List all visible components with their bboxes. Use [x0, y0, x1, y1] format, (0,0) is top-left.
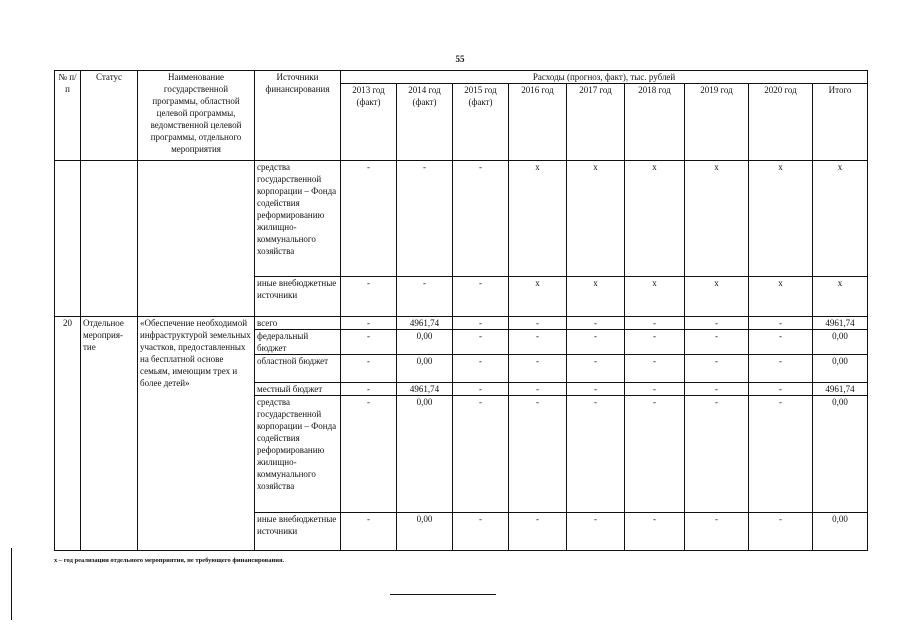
cell-value: -	[509, 330, 567, 355]
cell-value: -	[453, 277, 509, 317]
cell-value: -	[341, 330, 397, 355]
cell-value: -	[625, 513, 685, 551]
header-source: Источники финансирования	[255, 71, 341, 161]
header-year: 2019 год	[685, 84, 749, 161]
cell-value: -	[685, 330, 749, 355]
cell-value: 0,00	[397, 355, 453, 383]
margin-mark	[11, 548, 12, 620]
cell-source: средства государственной корпорации – Фонда содействия реформированию жилищно-коммунального хозяйства	[255, 396, 341, 513]
item-name: «Обеспечение необходимой инфраструктурой земельных участков, предоставленных на бесплатной основе семьям, имеющим трех и более детей»	[138, 317, 255, 551]
cell-source: всего	[255, 317, 341, 330]
cell-value: -	[453, 383, 509, 396]
cell-value: x	[567, 161, 625, 277]
cell-value: 4961,74	[397, 383, 453, 396]
cell-value: x	[813, 277, 868, 317]
cell-value: -	[509, 383, 567, 396]
cell-value: -	[567, 383, 625, 396]
cell-value: -	[453, 513, 509, 551]
table-row	[55, 317, 868, 330]
cell-value: -	[749, 317, 813, 330]
cell-value: 0,00	[397, 330, 453, 355]
header-expenses: Расходы (прогноз, факт), тыс. рублей	[341, 71, 868, 84]
cell-value: -	[567, 317, 625, 330]
cell-value: -	[685, 317, 749, 330]
cell-value: x	[813, 161, 868, 277]
cell-value: -	[453, 317, 509, 330]
cell-value: 0,00	[813, 396, 868, 513]
cell-value: -	[749, 383, 813, 396]
cell-value: -	[567, 330, 625, 355]
cell-value: -	[397, 277, 453, 317]
cell-value: -	[567, 513, 625, 551]
cell-value: -	[509, 355, 567, 383]
cell-value: 4961,74	[813, 383, 868, 396]
cell-value: -	[685, 513, 749, 551]
cell-value: -	[685, 383, 749, 396]
cell-value: -	[341, 396, 397, 513]
table-row	[55, 161, 868, 277]
cell-source: местный бюджет	[255, 383, 341, 396]
cell-value: 0,00	[813, 513, 868, 551]
cell-value: -	[625, 383, 685, 396]
cell-value: -	[749, 355, 813, 383]
cell-source: федеральный бюджет	[255, 330, 341, 355]
header-year: 2016 год	[509, 84, 567, 161]
item-num: 20	[55, 317, 81, 551]
header-row-1	[55, 71, 868, 84]
cell-value: -	[509, 513, 567, 551]
cell-value: x	[685, 277, 749, 317]
cell-source: иные внебюджетные источники	[255, 277, 341, 317]
header-year: 2020 год	[749, 84, 813, 161]
cell-value: -	[625, 330, 685, 355]
cell-value: x	[625, 161, 685, 277]
signature-line	[390, 594, 496, 595]
cell-value: -	[453, 161, 509, 277]
cell-value: -	[453, 396, 509, 513]
cell-value: -	[567, 355, 625, 383]
cell-value: -	[749, 396, 813, 513]
cell-value: -	[685, 355, 749, 383]
header-year: 2013 год (факт)	[341, 84, 397, 161]
cell-source: областной бюджет	[255, 355, 341, 383]
cell-value: -	[341, 161, 397, 277]
cell-status-empty	[81, 161, 138, 317]
cell-source: иные внебюджетные источники	[255, 513, 341, 551]
cell-value: x	[749, 277, 813, 317]
cell-value: -	[341, 355, 397, 383]
cell-value: x	[749, 161, 813, 277]
cell-value: -	[397, 161, 453, 277]
cell-value: -	[453, 355, 509, 383]
footnote: х – год реализации отдельного мероприятия, не требующего финансирования.	[54, 557, 285, 564]
page-number: 55	[455, 54, 465, 64]
cell-value: -	[625, 317, 685, 330]
header-status: Статус	[81, 71, 138, 161]
cell-value: 4961,74	[397, 317, 453, 330]
cell-value: x	[567, 277, 625, 317]
cell-value: x	[625, 277, 685, 317]
cell-value: -	[685, 396, 749, 513]
cell-value: x	[685, 161, 749, 277]
cell-value: x	[509, 277, 567, 317]
cell-value: -	[749, 513, 813, 551]
cell-value: 0,00	[813, 330, 868, 355]
header-year: 2014 год (факт)	[397, 84, 453, 161]
cell-value: -	[341, 383, 397, 396]
cell-value: 0,00	[397, 513, 453, 551]
cell-value: -	[509, 396, 567, 513]
cell-value: -	[749, 330, 813, 355]
header-num: № п/п	[55, 71, 81, 161]
cell-name-empty	[138, 161, 255, 317]
cell-value: 4961,74	[813, 317, 868, 330]
cell-value: -	[625, 396, 685, 513]
cell-value: 0,00	[397, 396, 453, 513]
header-year: 2018 год	[625, 84, 685, 161]
cell-num-empty	[55, 161, 81, 317]
cell-source: средства государственной корпорации – Фонда содействия реформированию жилищно-коммунального хозяйства	[255, 161, 341, 277]
header-name: Наименование государственной программы, областной целевой программы, ведомственной целевой программы, отдельного мероприятия	[138, 71, 255, 161]
cell-value: -	[341, 317, 397, 330]
header-year: Итого	[813, 84, 868, 161]
header-year: 2015 год (факт)	[453, 84, 509, 161]
cell-value: -	[509, 317, 567, 330]
header-year: 2017 год	[567, 84, 625, 161]
cell-value: -	[567, 396, 625, 513]
cell-value: x	[509, 161, 567, 277]
cell-value: -	[341, 277, 397, 317]
cell-value: -	[625, 355, 685, 383]
budget-table	[54, 70, 868, 551]
item-status: Отдельное мероприя-тие	[81, 317, 138, 551]
cell-value: -	[453, 330, 509, 355]
cell-value: -	[341, 513, 397, 551]
cell-value: 0,00	[813, 355, 868, 383]
